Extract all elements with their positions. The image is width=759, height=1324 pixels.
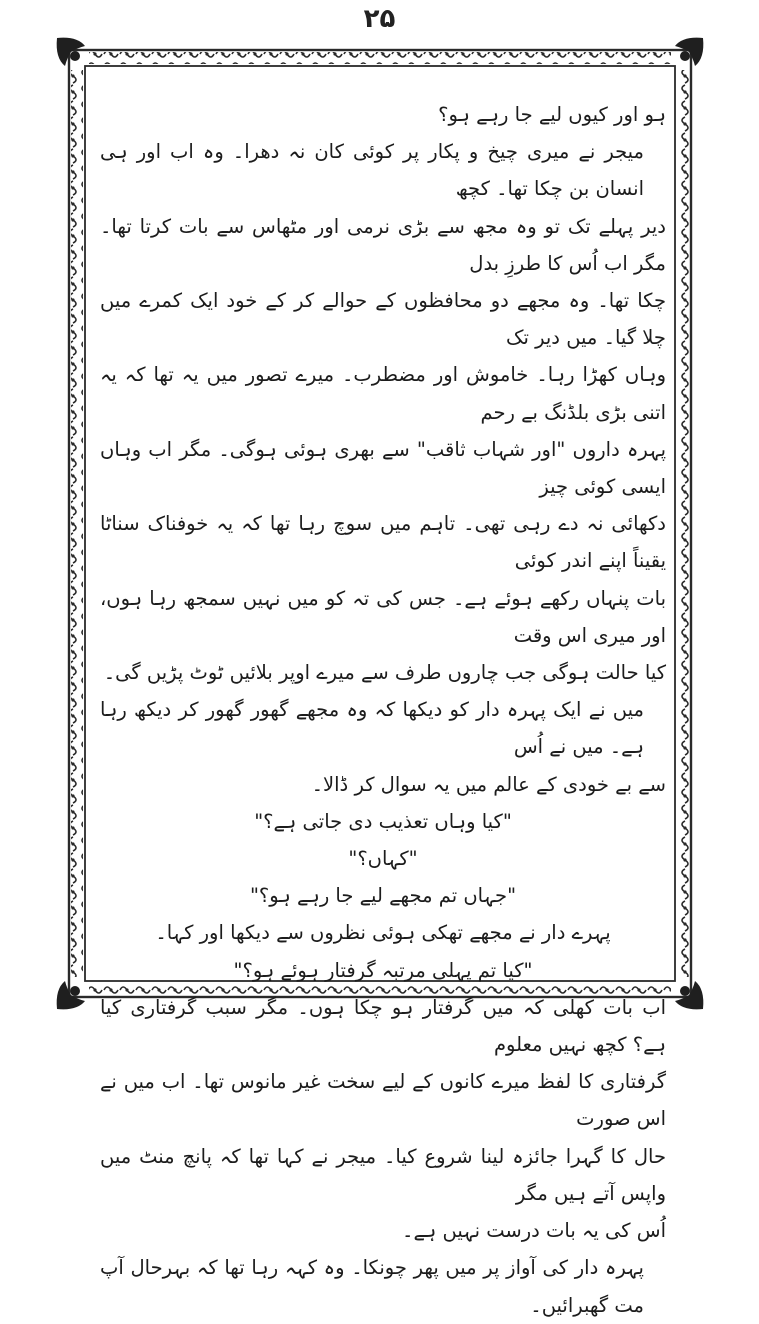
text-line: حال کا گہرا جائزہ لینا شروع کیا۔ میجر نے کہا تھا کہ پانچ منٹ میں واپس آتے ہیں مگر xyxy=(100,1144,666,1205)
text-line: ہو اور کیوں لیے جا رہے ہو؟ xyxy=(438,103,666,126)
text-line: اُس کی یہ بات درست نہیں ہے۔ xyxy=(402,1219,666,1243)
text-line: سے بے خودی کے عالم میں یہ سوال کر ڈالا۔ xyxy=(311,772,666,796)
border-top-band xyxy=(89,52,671,64)
text-line: وہاں کھڑا رہا۔ خاموش اور مضطرب۔ میرے تصور میں یہ تھا کہ یہ اتنی بڑی بلڈنگ بے رحم xyxy=(100,363,666,424)
dialogue-line: "کیا تم پہلی مرتبہ گرفتار ہوئے ہو؟" xyxy=(233,958,533,982)
corner-ornament-icon xyxy=(675,981,703,1009)
border-left-band xyxy=(71,70,83,977)
dialogue-line: "کہاں؟" xyxy=(348,847,418,871)
corner-ornament-icon xyxy=(675,38,703,66)
dialogue-line: "جہاں تم مجھے لیے جا رہے ہو؟" xyxy=(249,884,517,908)
text-line: دکھائی نہ دے رہی تھی۔ تاہم میں سوچ رہا تھا کہ یہ خوفناک سناٹا یقیناً اپنے اندر کوئی xyxy=(100,512,666,573)
dialogue-line: "کیا وہاں تعذیب دی جاتی ہے؟" xyxy=(254,809,512,833)
text-line: میں نے ایک پہرہ دار کو دیکھا کہ وہ مجھے گھور گھور کر دیکھ رہا ہے۔ میں نے اُس xyxy=(100,698,644,759)
text-line: پہرہ داروں "اور شہاب ثاقب" سے بھری ہوئی ہوگی۔ مگر اب وہاں ایسی کوئی چیز xyxy=(100,437,666,499)
text-line: میجر نے میری چیخ و پکار پر کوئی کان نہ دھرا۔ وہ اب اور ہی انسان بن چکا تھا۔ کچھ xyxy=(100,140,644,201)
text-line: بات پنہاں رکھے ہوئے ہے۔ جس کی تہ کو میں نہیں سمجھ رہا ہوں، اور میری اس وقت xyxy=(100,586,666,647)
corner-ornament-icon xyxy=(57,38,85,66)
corner-ornament-icon xyxy=(57,981,85,1009)
text-line: گرفتاری کا لفظ میرے کانوں کے لیے سخت غیر مانوس تھا۔ اب میں نے اس صورت xyxy=(100,1070,666,1131)
text-line: چکا تھا۔ وہ مجھے دو محافظوں کے حوالے کر کے خود ایک کمرے میں چلا گیا۔ میں دیر تک xyxy=(100,289,666,350)
text-line: کیا حالت ہوگی جب چاروں طرف سے میرے اوپر بلائیں ٹوٹ پڑیں گی۔ xyxy=(103,661,666,685)
border-right-band xyxy=(677,70,689,977)
body-text xyxy=(100,96,666,1317)
text-line: پہرہ دار کی آواز پر میں پھر چونکا۔ وہ کہہ رہا تھا کہ بہرحال آپ مت گھبرائیں۔ xyxy=(100,1256,644,1317)
text-line: پہرے دار نے مجھے تھکی ہوئی نظروں سے دیکھا اور کہا۔ xyxy=(155,921,611,945)
text-line: دیر پہلے تک تو وہ مجھ سے بڑی نرمی اور مٹھاس سے بات کرتا تھا۔ مگر اب اُس کا طرزِ بدل xyxy=(100,214,666,275)
text-line: اب بات کھلی کہ میں گرفتار ہو چکا ہوں۔ مگر سبب گرفتاری کیا ہے؟ کچھ نہیں معلوم xyxy=(100,995,666,1057)
page-number: ۲۵ xyxy=(363,4,396,34)
